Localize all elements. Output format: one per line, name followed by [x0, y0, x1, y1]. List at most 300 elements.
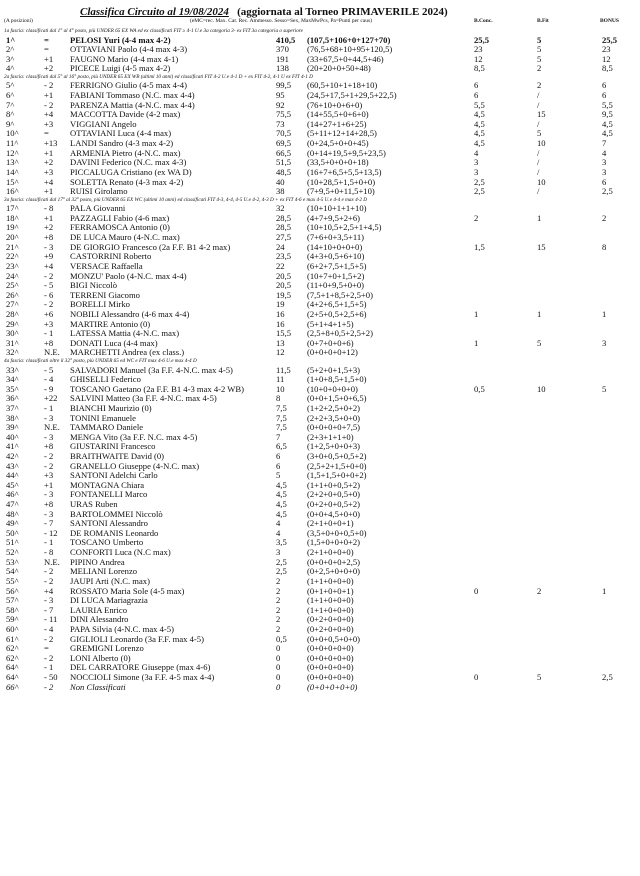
- bonus-total: 8,5: [602, 63, 613, 74]
- bonus-conc: 4: [474, 147, 479, 158]
- table-row: [0, 64, 640, 74]
- rank-position: 60^: [6, 623, 19, 634]
- bonus-total: 8: [602, 241, 607, 252]
- rank-change: - 2: [44, 633, 54, 644]
- total-points: 19: [276, 299, 285, 310]
- bonus-fit: 15: [537, 109, 546, 120]
- rank-position: 29^: [6, 318, 19, 329]
- total-points: 2: [276, 623, 281, 634]
- points-breakdown: (1+1+0+0+0): [307, 604, 354, 615]
- player-name: GIUSTARINI Francesco: [70, 441, 156, 452]
- rank-change: +4: [44, 176, 54, 187]
- points-breakdown: (1+1+0+0,5+2): [307, 479, 361, 490]
- document-title: [80, 6, 448, 18]
- total-points: 8: [276, 393, 281, 404]
- points-breakdown: (0+2,5+0+0+0): [307, 566, 361, 577]
- bonus-fit: /: [537, 166, 540, 177]
- ranking-table: [0, 28, 640, 692]
- total-points: 4,5: [276, 499, 287, 510]
- points-breakdown: (24,5+17,5+1+29,5+22,5): [307, 90, 397, 101]
- player-name: VERSACE Raffaella: [70, 260, 143, 271]
- rank-change: - 12: [44, 527, 58, 538]
- rank-position: 23^: [6, 260, 19, 271]
- rank-change: +4: [44, 585, 54, 596]
- player-name: SANTONI Alessandro: [70, 518, 148, 529]
- points-breakdown: (1+0+8,5+1,5+0): [307, 374, 367, 385]
- rank-position: 50^: [6, 527, 19, 538]
- rank-position: 34^: [6, 374, 19, 385]
- total-points: 73: [276, 118, 285, 129]
- points-breakdown: (2+3+1+1+0): [307, 431, 354, 442]
- total-points: 11: [276, 374, 285, 385]
- player-name: FONTANELLI Marco: [70, 489, 148, 500]
- points-breakdown: (76,5+68+10+95+120,5): [307, 44, 393, 55]
- total-points: 99,5: [276, 80, 292, 91]
- player-name: FAUGNO Mario (4-4 max 4-1): [70, 53, 179, 64]
- player-name: MENGA Vito (3a F.F. N.C. max 4-5): [70, 431, 198, 442]
- player-name: TOSCANO Umberto: [70, 537, 144, 548]
- rank-position: 33^: [6, 364, 19, 375]
- rank-position: 21^: [6, 241, 19, 252]
- points-breakdown: (2,5+2+1,5+0+0): [307, 460, 367, 471]
- rank-position: 64^: [6, 662, 19, 673]
- player-name: GRANELLO Giuseppe (4-N.C. max): [70, 460, 200, 471]
- rank-position: 39^: [6, 422, 19, 433]
- bonus-total: 3: [602, 157, 607, 168]
- player-name: DE GIORGIO Francesco (2a F.F. B1 4-2 max): [70, 241, 231, 252]
- rank-change: +13: [44, 138, 58, 149]
- rank-position: 28^: [6, 308, 19, 319]
- player-name: VIGGIANI Angelo: [70, 118, 137, 129]
- points-breakdown: (7,5+1+8,5+2,5+0): [307, 289, 373, 300]
- bonus-total: 4,5: [602, 118, 613, 129]
- bonus-conc: 8,5: [474, 63, 485, 74]
- bonus-fit: 10: [537, 138, 546, 149]
- points-breakdown: (4+7+9,5+2+6): [307, 212, 361, 223]
- total-points: 19,5: [276, 289, 292, 300]
- rank-change: +1: [44, 90, 54, 101]
- total-points: 95: [276, 90, 285, 101]
- rank-change: - 9: [44, 383, 54, 394]
- total-points: 0: [276, 681, 281, 692]
- rank-change: +1: [44, 212, 54, 223]
- bonus-conc: 0,5: [474, 383, 485, 394]
- player-name: GREMIGNI Lorenzo: [70, 643, 144, 654]
- points-breakdown: (0+2+0+0+0): [307, 614, 354, 625]
- rank-position: 37^: [6, 402, 19, 413]
- rank-position: 22^: [6, 251, 19, 262]
- bonus-conc: 6: [474, 90, 479, 101]
- rank-change: N.E.: [44, 347, 60, 358]
- rank-position: 27^: [6, 299, 19, 310]
- rank-change: =: [44, 44, 49, 55]
- header-left-note: (A posizioni): [4, 18, 33, 24]
- total-points: 15,5: [276, 328, 292, 339]
- points-breakdown: (4+2+6,5+1,5+5): [307, 299, 367, 310]
- bonus-fit: /: [537, 186, 540, 197]
- points-breakdown: (1+2+2,5+0+2): [307, 402, 361, 413]
- bonus-fit: 5: [537, 672, 542, 682]
- bonus-conc: 23: [474, 44, 483, 55]
- bonus-total: 1: [602, 585, 607, 596]
- rank-change: +8: [44, 441, 54, 452]
- bonus-total: 4: [602, 147, 607, 158]
- rank-position: 66^: [6, 681, 19, 692]
- bonus-conc: 12: [474, 53, 483, 64]
- player-name: MARCHETTI Andrea (ex class.): [70, 347, 185, 358]
- rank-change: +8: [44, 232, 54, 243]
- rank-change: +1: [44, 479, 54, 490]
- total-points: 4,5: [276, 508, 287, 519]
- player-name: TOSCANO Gaetano (2a F.F. B1 4-3 max 4-2 WB): [70, 383, 244, 394]
- player-name: PICCALUGA Cristiano (ex WA D): [70, 166, 192, 177]
- rank-change: - 2: [44, 460, 54, 471]
- bonus-conc: 5,5: [474, 99, 485, 110]
- points-breakdown: (0+0+4,5+0+0): [307, 508, 361, 519]
- total-points: 6: [276, 450, 281, 461]
- rank-change: - 6: [44, 289, 54, 300]
- rank-position: 15^: [6, 176, 19, 187]
- rank-change: - 2: [44, 575, 54, 586]
- bonus-total: 12: [602, 53, 611, 64]
- player-name: SALVADORI Manuel (3a F.F. 4-N.C. max 4-5): [70, 364, 233, 375]
- rank-change: - 1: [44, 537, 54, 548]
- points-breakdown: (5+11+12+14+28,5): [307, 128, 377, 139]
- rank-change: - 50: [44, 672, 58, 682]
- section-note: 2a fascia: classificati dal 5° al 16° posto, più UNDER 65 EX WB (ultimi 10 anni) ed classificati FIT 4-2 U.e 4-1 D + ex FIT 4-2, 4-1 U ex FIT 4-1 D: [4, 73, 313, 80]
- bonus-fit: 1: [537, 308, 542, 319]
- points-breakdown: (10+10,5+2,5+1+4,5): [307, 222, 382, 233]
- player-name: URAS Ruben: [70, 499, 118, 510]
- total-points: 3,5: [276, 537, 287, 548]
- total-points: 51,5: [276, 157, 292, 168]
- points-breakdown: (14+55,5+0+6+0): [307, 109, 369, 120]
- player-name: PICECE Luigi (4-5 max 4-2): [70, 63, 171, 74]
- subtitle: (aggiornata al Torneo PRIMAVERILE 2024): [237, 6, 448, 18]
- rank-position: 42^: [6, 450, 19, 461]
- total-points: 3: [276, 547, 281, 558]
- player-name: RUISI Girolamo: [70, 186, 128, 197]
- total-points: 2: [276, 595, 281, 606]
- points-breakdown: (6+2+7,5+1,5+5): [307, 260, 367, 271]
- player-name: BORELLI Mirko: [70, 299, 130, 310]
- rank-change: +3: [44, 118, 54, 129]
- rank-position: 24^: [6, 270, 19, 281]
- total-points: 370: [276, 44, 289, 55]
- total-points: 0: [276, 652, 281, 663]
- rank-position: 16^: [6, 186, 19, 197]
- points-breakdown: (1+1+0+0+0): [307, 595, 354, 606]
- total-points: 32: [276, 203, 285, 214]
- total-points: 7,5: [276, 402, 287, 413]
- rank-position: 46^: [6, 489, 19, 500]
- rank-position: 31^: [6, 337, 19, 348]
- rank-change: N.E.: [44, 556, 60, 567]
- bonus-fit: /: [537, 147, 540, 158]
- player-name: PAPA Silvia (4-N.C. max 4-5): [70, 623, 174, 634]
- points-breakdown: (0+14+19,5+9,5+23,5): [307, 147, 386, 158]
- bonus-total: 5,5: [602, 99, 613, 110]
- rank-position: 54^: [6, 566, 19, 577]
- rank-position: 12^: [6, 147, 19, 158]
- bonus-conc: 1: [474, 337, 479, 348]
- total-points: 191: [276, 53, 289, 64]
- total-points: 66,5: [276, 147, 292, 158]
- total-points: 28,5: [276, 212, 292, 223]
- rank-change: +3: [44, 318, 54, 329]
- bonus-total: 2: [602, 212, 607, 223]
- rank-position: 57^: [6, 595, 19, 606]
- bonus-fit: 5: [537, 34, 542, 45]
- rank-position: 5^: [6, 80, 15, 91]
- header-b-conc: B.Conc.: [474, 18, 493, 24]
- total-points: 7,5: [276, 422, 287, 433]
- rank-change: - 4: [44, 623, 54, 634]
- rank-position: 1^: [6, 34, 16, 45]
- total-points: 6: [276, 460, 281, 471]
- rank-position: 14^: [6, 166, 19, 177]
- bonus-fit: /: [537, 99, 540, 110]
- rank-position: 52^: [6, 547, 19, 558]
- total-points: 4,5: [276, 479, 287, 490]
- points-breakdown: (33,5+0+0+0+18): [307, 157, 369, 168]
- bonus-total: 7: [602, 138, 607, 149]
- total-points: 24: [276, 241, 285, 252]
- total-points: 2,5: [276, 556, 287, 567]
- rank-position: 40^: [6, 431, 19, 442]
- rank-position: 19^: [6, 222, 19, 233]
- total-points: 0: [276, 643, 281, 654]
- player-name: DINI Alessandro: [70, 614, 129, 625]
- bonus-conc: 4,5: [474, 109, 485, 120]
- player-name: LONI Alberto (0): [70, 652, 131, 663]
- points-breakdown: (0+0+0+0+0): [307, 681, 358, 692]
- bonus-fit: /: [537, 118, 540, 129]
- table-row: [0, 348, 640, 358]
- player-name: OTTAVIANI Paolo (4-4 max 4-3): [70, 44, 188, 55]
- player-name: LAURIA Enrico: [70, 604, 128, 615]
- total-points: 16: [276, 318, 285, 329]
- player-name: SOLETTA Renato (4-3 max 4-2): [70, 176, 184, 187]
- rank-change: - 2: [44, 270, 54, 281]
- points-breakdown: (3,5+0+0+0,5+0): [307, 527, 367, 538]
- rank-position: 35^: [6, 383, 19, 394]
- header-b-fit: B.Fit: [537, 18, 549, 24]
- rank-position: 41^: [6, 441, 19, 452]
- rank-position: 47^: [6, 499, 19, 510]
- rank-position: 51^: [6, 537, 19, 548]
- total-points: 28,5: [276, 222, 292, 233]
- player-name: Non Classificati: [70, 681, 126, 692]
- rank-position: 49^: [6, 518, 19, 529]
- rank-change: - 2: [44, 566, 54, 577]
- points-breakdown: (0+2+0+0+0): [307, 623, 354, 634]
- player-name: OTTAVIANI Luca (4-4 max): [70, 128, 172, 139]
- total-points: 92: [276, 99, 285, 110]
- player-name: PIPINO Andrea: [70, 556, 125, 567]
- rank-change: =: [44, 128, 49, 139]
- player-name: CONFORTI Luca (N.C max): [70, 547, 171, 558]
- player-name: BRAITHWAITE David (0): [70, 450, 165, 461]
- rank-change: +4: [44, 260, 54, 271]
- rank-position: 11^: [6, 138, 19, 149]
- bonus-conc: 6: [474, 80, 479, 91]
- rank-position: 3^: [6, 53, 15, 64]
- rank-change: +3: [44, 166, 54, 177]
- rank-position: 64^: [6, 672, 19, 682]
- bonus-fit: 10: [537, 176, 546, 187]
- points-breakdown: (11+0+9,5+0+0): [307, 280, 365, 291]
- bonus-fit: 5: [537, 337, 542, 348]
- total-points: 2: [276, 604, 281, 615]
- rank-position: 32^: [6, 347, 19, 358]
- points-breakdown: (0+1+0+0+1): [307, 585, 354, 596]
- rank-change: - 5: [44, 280, 54, 291]
- player-name: CASTORRINI Roberto: [70, 251, 152, 262]
- points-breakdown: (10+10+1+1+10): [307, 203, 367, 214]
- total-points: 2: [276, 585, 281, 596]
- bonus-total: 3: [602, 166, 607, 177]
- rank-change: - 2: [44, 652, 54, 663]
- rank-position: 26^: [6, 289, 19, 300]
- total-points: 69,5: [276, 138, 292, 149]
- rank-change: - 3: [44, 508, 54, 519]
- total-points: 4: [276, 518, 281, 529]
- bonus-conc: 2,5: [474, 176, 485, 187]
- total-points: 48,5: [276, 166, 292, 177]
- total-points: 0: [276, 672, 281, 682]
- table-row: [0, 187, 640, 197]
- rank-position: 62^: [6, 643, 19, 654]
- rank-position: 62^: [6, 652, 19, 663]
- bonus-conc: 1: [474, 308, 479, 319]
- rank-change: - 7: [44, 518, 54, 529]
- player-name: DONATI Luca (4-4 max): [70, 337, 158, 348]
- section-note: 4a fascia: classificati oltre il 32° posto, più UNDER 65 ed WC e FIT max 4-6 U.e max 4-4 D: [4, 358, 197, 364]
- total-points: 138: [276, 63, 289, 74]
- player-name: FABIANI Tommaso (N.C. max 4-4): [70, 90, 195, 101]
- points-breakdown: (0+24,5+0+0+45): [307, 138, 369, 149]
- rank-change: N.E.: [44, 422, 60, 433]
- bonus-fit: /: [537, 90, 540, 101]
- points-breakdown: (2+2+3,5+0+0): [307, 412, 361, 423]
- rank-position: 10^: [6, 128, 19, 139]
- rank-position: 61^: [6, 633, 19, 644]
- rank-position: 4^: [6, 63, 15, 74]
- player-name: DEL CARRATORE Giuseppe (max 4-6): [70, 662, 211, 673]
- points-breakdown: (20+20+0+50+48): [307, 63, 371, 74]
- rank-change: - 3: [44, 241, 54, 252]
- rank-change: +8: [44, 337, 54, 348]
- rank-change: - 2: [44, 99, 54, 110]
- points-breakdown: (76+10+0+6+0): [307, 99, 363, 110]
- total-points: 11,5: [276, 364, 291, 375]
- bonus-total: 9,5: [602, 109, 613, 120]
- points-breakdown: (0+7+0+0+6): [307, 337, 354, 348]
- player-name: PARENZA Mattia (4-N.C. max 4-4): [70, 99, 195, 110]
- header-bonus: BONUS: [600, 18, 619, 24]
- points-breakdown: (0+0+0+0+0): [307, 643, 354, 654]
- player-name: DI LUCA Mariagrazia: [70, 595, 148, 606]
- rank-change: - 2: [44, 681, 54, 692]
- total-points: 20,5: [276, 270, 292, 281]
- player-name: GHISELLI Federico: [70, 374, 141, 385]
- player-name: TERRENI Giacomo: [70, 289, 140, 300]
- rank-position: 25^: [6, 280, 19, 291]
- total-points: 2: [276, 575, 281, 586]
- points-breakdown: (2+1+0+0+1): [307, 518, 354, 529]
- player-name: FERRAMOSCA Antonio (0): [70, 222, 170, 233]
- rank-position: 17^: [6, 203, 19, 214]
- bonus-conc: 4,5: [474, 128, 485, 139]
- bonus-fit: 5: [537, 128, 542, 139]
- points-breakdown: (5+1+4+1+5): [307, 318, 354, 329]
- bonus-conc: 1,5: [474, 241, 485, 252]
- total-points: 6,5: [276, 441, 287, 452]
- bonus-total: 23: [602, 44, 611, 55]
- total-points: 16: [276, 308, 285, 319]
- total-points: 4,5: [276, 489, 287, 500]
- rank-position: 53^: [6, 556, 19, 567]
- header-legend: (eMC=rec. Max. Cat. Rec. Ammesso. Sesso=Sex, MaxMwPcs, Pa=Punti per caus): [190, 18, 372, 24]
- points-breakdown: (14+27+1+6+25): [307, 118, 367, 129]
- points-breakdown: (1+2,5+0+0+3): [307, 441, 361, 452]
- rank-change: - 2: [44, 450, 54, 461]
- total-points: 4: [276, 527, 281, 538]
- total-points: 38: [276, 186, 285, 197]
- total-points: 7,5: [276, 412, 287, 423]
- player-name: SALVINI Matteo (3a F.F. 4-N.C. max 4-5): [70, 393, 217, 404]
- player-name: ROSSATO Maria Sole (4-5 max): [70, 585, 185, 596]
- bonus-fit: 5: [537, 44, 542, 55]
- rank-change: +4: [44, 109, 54, 120]
- points-breakdown: (7+6+0+3,5+11): [307, 232, 365, 243]
- points-breakdown: (0+0+0+0+0): [307, 672, 354, 682]
- player-name: MONZU' Paolo (4-N.C. max 4-4): [70, 270, 187, 281]
- rank-change: - 3: [44, 595, 54, 606]
- points-breakdown: (33+67,5+0+44,5+46): [307, 53, 384, 64]
- player-name: GIGLIOLI Leonardo (3a F.F. max 4-5): [70, 633, 204, 644]
- player-name: BARTOLOMMEI Niccolò: [70, 508, 163, 519]
- points-breakdown: (60,5+10+1+18+10): [307, 80, 378, 91]
- points-breakdown: (0+0+0+0+7,5): [307, 422, 361, 433]
- rank-change: +22: [44, 393, 58, 404]
- points-breakdown: (7+9,5+0+11,5+10): [307, 186, 375, 197]
- points-breakdown: (1,5+0+0+0+2): [307, 537, 361, 548]
- player-name: MELIANI Lorenzo: [70, 566, 138, 577]
- total-points: 22: [276, 260, 285, 271]
- rank-position: 58^: [6, 604, 19, 615]
- bonus-fit: 15: [537, 241, 546, 252]
- rank-position: 18^: [6, 212, 19, 223]
- rank-change: +2: [44, 157, 54, 168]
- total-points: 75,5: [276, 109, 292, 120]
- points-breakdown: (107,5+106+0+127+70): [307, 34, 391, 45]
- player-name: TAMMARO Daniele: [70, 422, 144, 433]
- total-points: 23,5: [276, 251, 292, 262]
- bonus-conc: 2: [474, 212, 479, 223]
- rank-change: - 8: [44, 547, 54, 558]
- total-points: 70,5: [276, 128, 292, 139]
- rank-position: 55^: [6, 575, 19, 586]
- player-name: FERRIGNO Giulio (4-5 max 4-4): [70, 80, 187, 91]
- total-points: 10: [276, 383, 285, 394]
- rank-position: 56^: [6, 585, 19, 596]
- rank-position: 44^: [6, 470, 19, 481]
- bonus-conc: 3: [474, 157, 479, 168]
- rank-position: 2^: [6, 44, 15, 55]
- rank-change: +2: [44, 63, 54, 74]
